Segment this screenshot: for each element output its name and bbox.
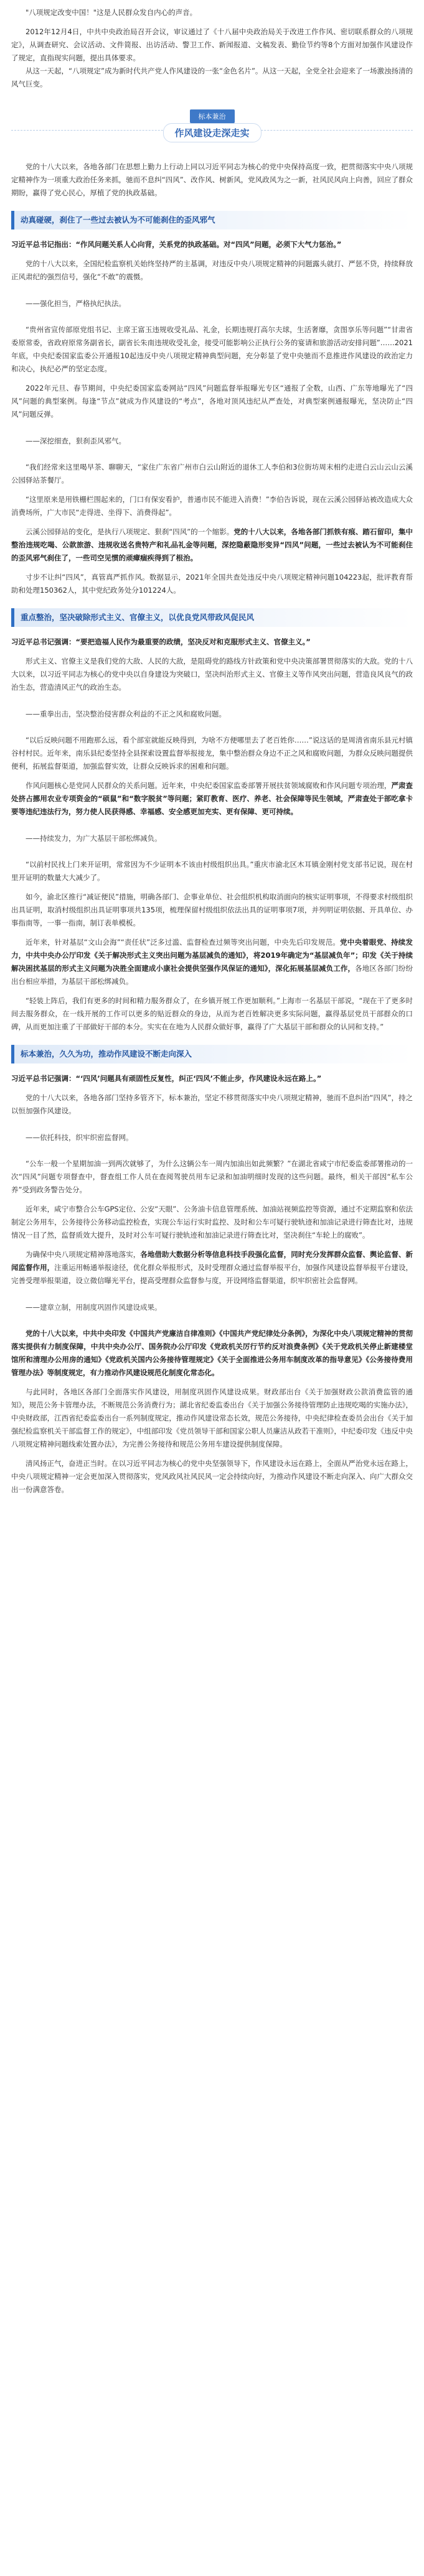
section3-paragraph-1: 党的十八大以来，各地各部门坚持多管齐下，标本兼治，坚定不移贯彻落实中央八项规定精神，驰而不息纠治“四风”，持之以恒加强作风建设。: [11, 1093, 413, 1115]
section3-header-label: 标本兼治，久久为功，推动作风建设不断走向深入: [14, 1045, 413, 1063]
section2-paragraph-5: 如今，渝北区推行“减证便民”措施，明确各部门、企事业单位、社会组织机构取消面向的核实证明事项，不得要求村级组织出具证明，取消村级组织出具证明事项共135项，梳理保留村级组织依法出具的证明事项7项，并列明证明依据、开具单位、办事指南等，一事一指南，制订表单模板。: [11, 892, 413, 927]
section2-subtag-1: ——重拳出击，坚决整治侵害群众利益的不正之风和腐败问题。: [26, 709, 226, 718]
section3-paragraph-4: [0, 1248, 424, 1287]
section3-paragraph-4c: 注重运用畅通举报途径，优化群众举报形式，及时受理群众通过监督举报平台，加强作风建设监督举报平台建设，完善受理举报渠道，设立微信曝光平台，提高受理群众监督参与度，开设网络监督渠道，织牢织密社会监督网。: [11, 1263, 413, 1285]
section2-paragraph-3a: 作风问题核心是党同人民群众的关系问题。近年来，中央纪委国家监委部署开展扶贫领域腐败和作风问题专项治理，: [26, 781, 392, 790]
section1-paragraph-6b: 党的十八大以来，各地各部门抓铁有痕、踏石留印，集中整治违规吃喝、公款旅游、违规收送名贵特产和礼品礼金等问题，深挖隐蔽隐形变异“四风”问题，一些过去被认为不可能刹住的歪风邪气刹住了，一些司空见惯的顽瘴痼疾得到了根治。: [11, 527, 413, 562]
section1-paragraph-4: “我们经常来这里喝早茶、聊聊天，“家住广东省广州市白云山附近的退休工人李伯和3位街坊周末相约走进白云山云山云溪公园驿站茶餐厅。: [11, 463, 413, 484]
section2-paragraph-6: [0, 936, 424, 988]
section2-paragraph-7: “轻装上阵后，我们有更多的时间和精力服务群众了，在乡镇开展工作更加顺利。”上海市一名基层干部说，“现在干了更多时间去服务群众，在一线开展的工作可以更多的贴近群众的身边，从而为老百姓解决更多实际问题，赢得基层党员干部群众的口碑，从而更加注重了干部做好干部的本分。实实在在地为人民群众做好事，赢得了广大基层干部和群众的认同和支持。”: [11, 996, 413, 1031]
section1-paragraph-6: [0, 526, 424, 565]
section3-xi-quote: 习近平总书记强调：“‘四风’问题具有顽固性反复性，纠正‘四风’不能止步，作风建设永远在路上。”: [11, 1074, 322, 1083]
section1-paragraph-3: 2022年元旦、春节期间，中央纪委国家监委网站“四风”问题监督举报曝光专区“通报了全数，山西、广东等地曝光了“四风”问题的典型案例。每逢“节点”就成为作风建设的“考点”，各地对顶风违纪从严查处，对典型案例通报曝光，坚决防止“四风”问题反弹。: [11, 384, 413, 419]
section2-header-label: 重点整治，坚决破除形式主义、官僚主义，以优良党风带政风促民风: [14, 608, 413, 627]
section3-paragraph-5: [0, 1327, 424, 1379]
section3-header: [11, 1045, 413, 1063]
section3-paragraph-3: 近年来，咸宁市整合公车GPS定位、公安“天眼”、公务油卡信息管理系统、加油站视频监控等资源，通过不定期监察和依法制定公务用车，公务接待公务移动监控检查，实现公车运行实时监控、及时和公车可疑行驶轨迹和加油记录进行筛查比对，违规情况一目了然，监督质效大提升，及时对公车可疑行驶轨迹和加油记录进行筛查比对，坚决刹住“车轮上的腐败”。: [11, 1205, 413, 1239]
section2-paragraph-1: 形式主义、官僚主义是我们党的大敌、人民的大敌，是阻碍党的路线方针政策和党中央决策部署贯彻落实的大敌。党的十八大以来，以习近平同志为核心的党中央以自身建设为突破口，坚决纠治形式主义、官僚主义等作风突出问题，营造良风良气的政治生态，营造清风正气的政治生态。: [11, 657, 413, 692]
section1-paragraph-1: 党的十八大以来，全国纪检监察机关始终坚持严的主基调，对违反中央八项规定精神的问题露头就打、严惩不贷，持续释放正风肃纪的强烈信号，强化“不敢”的震慑。: [11, 259, 413, 281]
section2-paragraph-4: “以前村民找上门来开证明，常常因为不少证明本不该由村级组织出具。”重庆市渝北区木耳镇金刚村党支部书记说，现在村里开证明的数量大大减少了。: [11, 860, 413, 882]
section3-paragraph-6: 与此同时，各地区各部门全面落实作风建设，用制度巩固作风建设成果。财政部出台《关于加强财政公款消费监管的通知》，规范公务卡管理办法，不断规范公务消费行为；湖北省纪委监委出台《关于加强公务接待管理防止违规吃喝的实施办法》，中央财政部，江西省纪委监委出台一系列制度规定，推动作风建设常态长效，规范公务接待，中央纪律检查委员会出台《关于加强纪检监察机关干部监督工作的规定》，中组部印发《党员领导干部和国家公职人员廉洁从政若干准则》，中纪委印发《违反中央八项规定精神问题线索处置办法》，为完善公务接待和规范公务用车建设提供制度保障。: [11, 1388, 413, 1448]
section2-subtag-2: ——持续发力，为广大基层干部松绑减负。: [26, 833, 162, 843]
section3-paragraph-5c: 有力推动作风建设规范化制度化常态化。: [90, 1368, 219, 1377]
intro-paragraph-1: 2012年12月4日，中共中央政治局召开会议，审议通过了《十八届中央政治局关于改进工作作风、密切联系群众的八项规定》，从调查研究、会议活动、文件简报、出访活动、警卫工作、新闻报道、文稿发表、勤俭节约等8个方面对加强作风建设作了规定，直指现实问题，提出具体要求。: [11, 27, 413, 62]
intro-paragraph-2: 从这一天起，“八项规定”成为新时代共产党人作风建设的一张“金色名片”。从这一天起，全党全社会迎来了一场激浊扬清的风气巨变。: [11, 67, 413, 88]
section2-paragraph-3: [0, 779, 424, 818]
section3-paragraph-5b: 中共中央办公厅、国务院办公厅印发《党政机关厉行节约反对浪费条例》《关于党政机关停止新建楼堂馆所和清理办公用房的通知》《党政机关国内公务接待管理规定》《关于全面推进公务用车制度改革的指导意见》《公务接待费用管理办法》等制度规定，: [11, 1342, 413, 1377]
section3-paragraph-4b: 各地借助大数据分析等信息科技手段强化监督，同时充分发挥群众监督、舆论监督、新闻监督作用，: [11, 1250, 413, 1272]
section3-paragraph-2: “公车一般一个星期加油一到两次就够了，为什么这辆公车一周内加油出如此频繁？”在湖北省咸宁市纪委监委部署推动的一次“四风”问题专项督查中，督查组工作人员在查阅驾驶员用车记录和加油明细时发现的这些问题。最终，相关干部因“私车公养”受到政务警告处分。: [11, 1159, 413, 1194]
section1-header: [11, 211, 413, 229]
section2-paragraph-6a: 近年来，针对基层“文山会海”“责任状”泛多过滥、监督检查过频等突出问题，中央先后印发规范。: [26, 938, 341, 947]
banner-title: 作风建设走深走实: [163, 123, 261, 142]
topic-banner: [11, 106, 413, 154]
section1-paragraph-5: “这里原来是用铁栅栏围起来的，门口有保安看护，普通市民不能进入消费！”李伯告诉说，现在云溪公园驿站被改造成大众消费场所，广大市民“走得进、坐得下、消费得起”。: [11, 495, 413, 517]
section3-paragraph-4a: 为确保中央八项规定精神落地落实，: [26, 1250, 141, 1259]
section1-subtag-2: ——深挖细查，狠刹歪风邪气。: [26, 436, 126, 445]
section1-subtag-1: ——强化担当，严格执纪执法。: [26, 299, 126, 308]
section2-paragraph-3b: 严肃查处挤占挪用农业专项资金的“硕鼠”和“数字脱贫”等问题；紧盯教育、医疗、养老、社会保障等民生领域，严肃查处于部吃拿卡要等违纪违法行为，努力使人民获得感、幸福感、安全感更加充实、更有保障、更可持续。: [11, 781, 413, 816]
section3-paragraph-5a: 党的十八大以来，中共中央印发《中国共产党廉洁自律准则》《中国共产党纪律处分条例》，为深化中央八项规定精神的贯彻落实提供有力制度保障，: [11, 1329, 413, 1351]
section1-header-label: 动真碰硬，刹住了一些过去被认为不可能刹住的歪风邪气: [14, 211, 413, 229]
section1-paragraph-6a: 云溪公园驿站的变化，是执行八项规定、狠刹“四风”的一个缩影。: [26, 527, 234, 536]
section2-xi-quote: 习近平总书记强调：“要把造福人民作为最重要的政绩，坚决反对和克服形式主义、官僚主义。”: [11, 637, 311, 646]
section3-subtag-2: ——建章立制，用制度巩固作风建设成果。: [26, 1302, 162, 1312]
section1-paragraph-2: “贵州省宣传部原党组书记、主席王富玉违规收受礼品、礼金，长期违规打高尔夫球，生活奢靡，贪图享乐等问题”“甘肃省委原常委，省政府原常务副省长，副省长朱南违规收受礼金，接受可能影响公正执行公务的宴请和旅游活动安排问题”……2021年底，中央纪委国家监委公开通报10起违反中央八项规定精神典型问题，充分彰显了党中央驰而不息推进作风建设的政治定力和决心，执纪必严的坚定态度。: [11, 325, 413, 373]
section3-paragraph-7: 清风扬正气，奋进正当时。在以习近平同志为核心的党中央坚强领导下，作风建设永远在路上，全面从严治党永远在路上，中央八项规定精神一定会更加深入贯彻落实，党风政风社风民风一定会持续向好，为推动作风建设不断走向深入、向广大群众交出一份满意答卷。: [11, 1459, 413, 1494]
section2-paragraph-2: “以后反映问题不用跑那么远，看个部室就能反映得到，为啥不方便哪里去了老百姓你……”说这话的是周清省南乐县元村镇谷村村民。近年来，南乐县纪委坚持全县探索设置监督举报接龙，集中整治群众身边不正之风和腐败问题，为群众反映问题提供便利，拓展监督渠道，加强监督实效，让群众反映诉求的困难和问题。: [11, 736, 413, 771]
section2-paragraph-6b: 党中央着眼党、持续发力，中共中央办公厅印发《关于解决形式主义突出问题为基层减负的通知》，将2019年确定为“基层减负年”；印发《关于持续解决困扰基层的形式主义问题为决胜全面建成小康社会提供坚强作风保证的通知》，深化拓展基层减负工作，: [11, 938, 413, 973]
banner-tag: 标本兼治: [190, 109, 235, 123]
section1-xi-quote: 习近平总书记指出：“作风问题关系人心向背，关系党的执政基础。对“四风”问题，必须下大气力惩治。”: [11, 240, 342, 249]
section1-lead: 党的十八大以来，各地各部门在思想上勤力上行动上同以习近平同志为核心的党中央保持高度一致，把贯彻落实中央八项规定精神作为一项重大政治任务来抓，驰而不息纠“四风”、改作风、树新风，党风政风为之一新，社风民风向上向善，回应了群众期盼，赢得了党心民心，厚植了党的执政基础。: [11, 162, 413, 197]
section2-header: [11, 608, 413, 627]
section1-paragraph-7: 寸步不让纠“四风”，真管真严抓作风。数据显示，2021年全国共查处违反中央八项规定精神问题104223起，批评教育帮助和处理150362人，其中党纪政务处分101224人。: [11, 573, 413, 595]
intro-quote: "八项规定改变中国！"这是人民群众发自内心的声音。: [26, 8, 197, 17]
section2-paragraph-6c: 各地区各部门纷纷出台相应举措，为基层干部松绑减负。: [11, 964, 413, 986]
section3-subtag-1: ——依托科技，织牢织密监督网。: [26, 1133, 133, 1142]
